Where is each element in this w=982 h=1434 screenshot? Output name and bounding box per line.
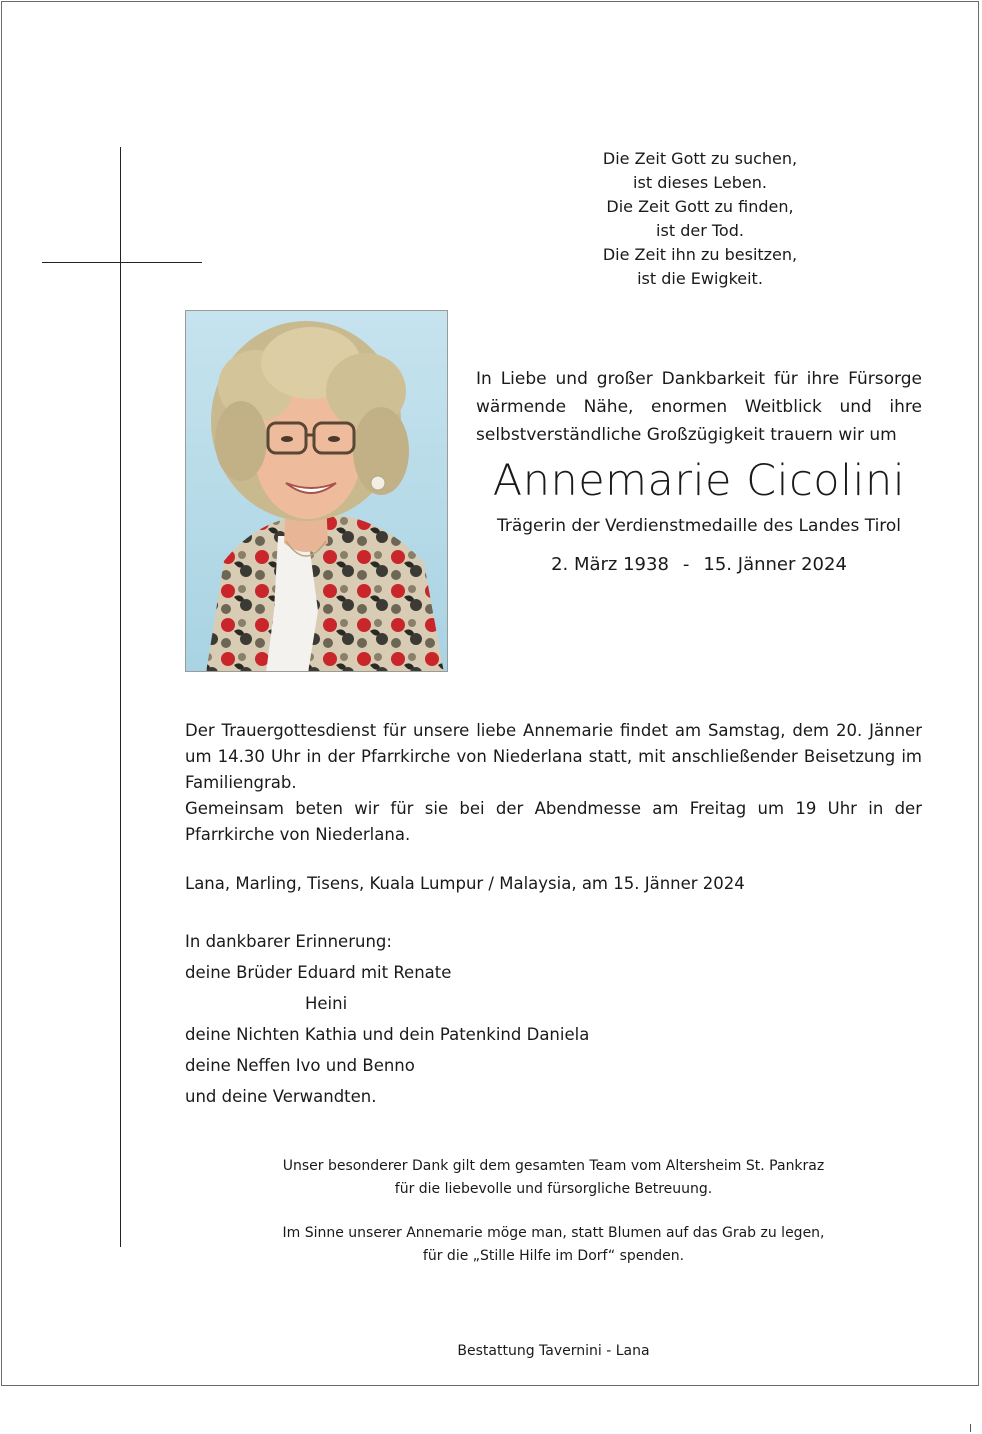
cross-vertical-bar — [120, 147, 121, 1247]
mourner-line: deine Nichten Kathia und dein Patenkind Daniela — [185, 1025, 590, 1044]
mourner-line: und deine Verwandten. — [185, 1087, 377, 1106]
thanks-line: Unser besonderer Dank gilt dem gesamten Team vom Altersheim St. Pankraz — [282, 1158, 825, 1174]
mourners-list — [185, 926, 922, 1112]
poem-line: ist dieses Leben. — [633, 173, 767, 192]
intro-line: In Liebe und großer Dankbarkeit für ihre Fürsorge — [476, 369, 922, 389]
service-announcement — [185, 718, 922, 848]
edge-mark — [970, 1424, 971, 1432]
service-line: Familiengrab. — [185, 773, 297, 792]
poem-line: ist der Tod. — [656, 221, 744, 240]
deceased-name: Annemarie Cicolini — [492, 456, 906, 506]
intro-line: wärmende Nähe, enormen Weitblick und ihre — [476, 397, 922, 417]
date-separator: - — [682, 554, 690, 575]
portrait-image — [186, 311, 448, 672]
poem-line: Die Zeit Gott zu finden, — [606, 197, 794, 216]
intro-line: selbstverständliche Großzügigkeit trauern wir um — [476, 425, 897, 445]
mourners-heading: In dankbarer Erinnerung: — [185, 932, 392, 951]
mourner-line: deine Brüder Eduard mit Renate — [185, 963, 452, 982]
deceased-honor: Trägerin der Verdienstmedaille des Landes Tirol — [496, 516, 902, 536]
place-and-date: Lana, Marling, Tisens, Kuala Lumpur / Malaysia, am 15. Jänner 2024 — [185, 874, 745, 893]
portrait-photo — [185, 310, 448, 672]
poem-line: Die Zeit Gott zu suchen, — [602, 149, 798, 168]
poem — [560, 147, 840, 291]
service-line: Pfarrkirche von Niederlana. — [185, 825, 411, 844]
thanks-line: für die liebevolle und fürsorgliche Betreuung. — [394, 1181, 713, 1197]
service-line: Gemeinsam beten wir für sie bei der Abendmesse am Freitag um 19 Uhr in der — [185, 799, 922, 818]
intro-text — [476, 365, 922, 449]
death-date: 15. Jänner 2024 — [703, 554, 847, 575]
poem-line: Die Zeit ihn zu besitzen, — [602, 245, 798, 264]
spacer — [185, 1201, 922, 1222]
service-line: um 14.30 Uhr in der Pfarrkirche von Niederlana statt, mit anschließender Beisetzung im — [185, 747, 922, 766]
mourner-line: deine Neffen Ivo und Benno — [185, 1056, 415, 1075]
cross-horizontal-bar — [42, 262, 202, 263]
service-line: Der Trauergottesdienst für unsere liebe Annemarie findet am Samstag, dem 20. Jänner — [185, 721, 922, 740]
thanks-note — [185, 1155, 922, 1268]
birth-date: 2. März 1938 — [551, 554, 669, 575]
poem-line: ist die Ewigkeit. — [637, 269, 763, 288]
life-dates — [476, 550, 922, 580]
funeral-home: Bestattung Tavernini - Lana — [457, 1343, 650, 1359]
mourner-line: Heini — [305, 994, 348, 1013]
donation-line: Im Sinne unserer Annemarie möge man, statt Blumen auf das Grab zu legen, — [282, 1225, 825, 1241]
donation-line: für die „Stille Hilfe im Dorf“ spenden. — [422, 1248, 685, 1264]
